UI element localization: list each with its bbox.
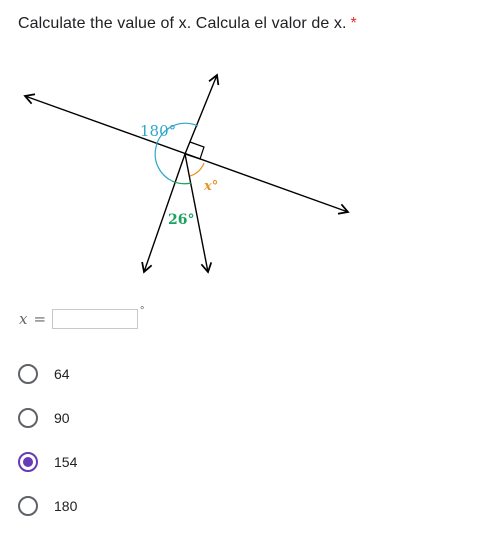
required-star: * [350,15,357,32]
option-154[interactable] [18,440,77,484]
option-label: 90 [54,410,70,426]
angle-label-26: 26° [168,212,195,228]
radio-selected-dot [23,457,33,467]
answer-row [19,307,144,331]
equals-sign: = [33,310,47,328]
radio-64[interactable] [18,364,38,384]
line-up [185,75,217,154]
question-title [18,15,357,33]
option-label: 180 [54,498,78,514]
degree-symbol: ° [140,305,145,317]
angle-label-180: 180° [140,122,177,140]
option-label: 64 [54,366,70,382]
option-90[interactable] [18,396,77,440]
choice-list [18,352,77,528]
question-text: Calculate the value of x. Calcula el valor de x. [18,15,347,32]
radio-180[interactable] [18,496,38,516]
radio-154[interactable] [18,452,38,472]
radio-90[interactable] [18,408,38,428]
option-64[interactable] [18,352,77,396]
variable-label: x [19,310,28,328]
angle-arc-x [190,163,204,176]
option-label: 154 [54,454,78,470]
answer-input[interactable] [52,309,138,329]
angle-diagram [0,55,485,295]
angle-label-x: x° [204,179,219,194]
option-180[interactable] [18,484,77,528]
